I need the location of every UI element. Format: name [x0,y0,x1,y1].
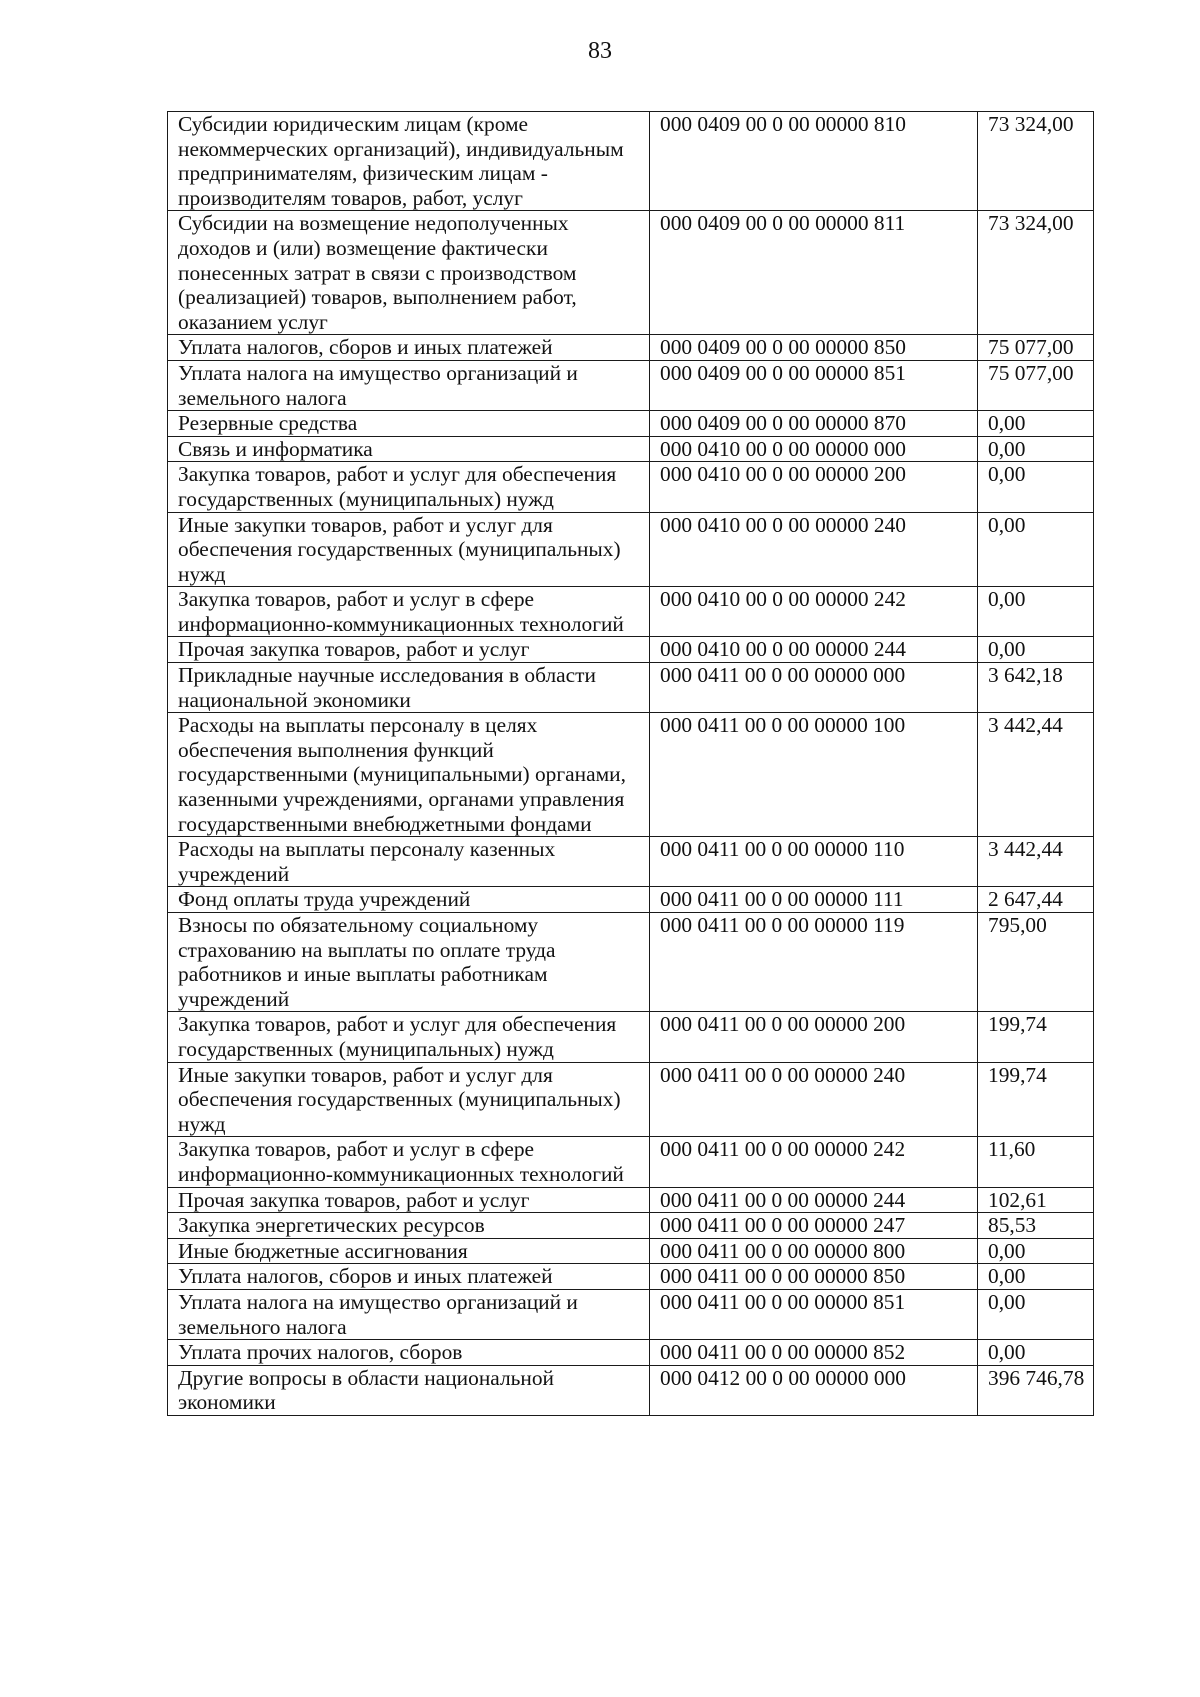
expense-name-cell: Иные закупки товаров, работ и услуг для обеспечения государственных (муниципальных) нужд [168,1062,650,1137]
table-row [168,1213,1094,1239]
amount-cell: 75 077,00 [978,335,1094,361]
table-row [168,112,1094,211]
table-row [168,713,1094,837]
amount-cell: 3 642,18 [978,663,1094,713]
budget-code-cell: 000 0411 00 0 00 00000 110 [650,837,978,887]
amount-cell: 3 442,44 [978,713,1094,837]
expense-name-cell: Закупка товаров, работ и услуг в сфере информационно-коммуникационных технологий [168,1137,650,1187]
budget-code-cell: 000 0411 00 0 00 00000 242 [650,1137,978,1187]
table-row [168,335,1094,361]
expense-name-cell: Уплата налога на имущество организаций и земельного налога [168,1289,650,1339]
amount-cell: 0,00 [978,512,1094,587]
expense-name-cell: Уплата налога на имущество организаций и земельного налога [168,360,650,410]
expense-name-cell: Субсидии на возмещение недополученных доходов и (или) возмещение фактически понесенных затрат в связи с производством (реализацией) товаров, выполнением работ, оказанием услуг [168,211,650,335]
budget-table-body [168,112,1094,1416]
amount-cell: 73 324,00 [978,112,1094,211]
budget-code-cell: 000 0411 00 0 00 00000 000 [650,663,978,713]
amount-cell: 85,53 [978,1213,1094,1239]
table-row [168,436,1094,462]
budget-table [167,111,1094,1416]
expense-name-cell: Закупка товаров, работ и услуг в сфере информационно-коммуникационных технологий [168,587,650,637]
budget-code-cell: 000 0410 00 0 00 00000 244 [650,637,978,663]
budget-code-cell: 000 0411 00 0 00 00000 111 [650,887,978,913]
table-row [168,1365,1094,1415]
budget-code-cell: 000 0411 00 0 00 00000 247 [650,1213,978,1239]
table-row [168,913,1094,1012]
table-row [168,837,1094,887]
table-row [168,512,1094,587]
expense-name-cell: Взносы по обязательному социальному страхованию на выплаты по оплате труда работников и иные выплаты работникам учреждений [168,913,650,1012]
amount-cell: 199,74 [978,1062,1094,1137]
table-row [168,360,1094,410]
table-row [168,211,1094,335]
amount-cell: 0,00 [978,1289,1094,1339]
amount-cell: 0,00 [978,411,1094,437]
amount-cell: 0,00 [978,637,1094,663]
budget-code-cell: 000 0410 00 0 00 00000 242 [650,587,978,637]
amount-cell: 0,00 [978,1340,1094,1366]
amount-cell: 795,00 [978,913,1094,1012]
expense-name-cell: Прочая закупка товаров, работ и услуг [168,1187,650,1213]
expense-name-cell: Субсидии юридическим лицам (кроме некоммерческих организаций), индивидуальным предпринимателям, физическим лицам - производителям товаров, работ, услуг [168,112,650,211]
budget-code-cell: 000 0411 00 0 00 00000 240 [650,1062,978,1137]
amount-cell: 396 746,78 [978,1365,1094,1415]
budget-code-cell: 000 0411 00 0 00 00000 851 [650,1289,978,1339]
expense-name-cell: Закупка товаров, работ и услуг для обеспечения государственных (муниципальных) нужд [168,462,650,512]
expense-name-cell: Прикладные научные исследования в области национальной экономики [168,663,650,713]
budget-code-cell: 000 0411 00 0 00 00000 800 [650,1238,978,1264]
table-row [168,1137,1094,1187]
table-row [168,1340,1094,1366]
budget-code-cell: 000 0410 00 0 00 00000 200 [650,462,978,512]
table-row [168,1062,1094,1137]
expense-name-cell: Уплата прочих налогов, сборов [168,1340,650,1366]
expense-name-cell: Фонд оплаты труда учреждений [168,887,650,913]
amount-cell: 73 324,00 [978,211,1094,335]
amount-cell: 199,74 [978,1012,1094,1062]
expense-name-cell: Расходы на выплаты персоналу казенных учреждений [168,837,650,887]
table-row [168,411,1094,437]
budget-code-cell: 000 0410 00 0 00 00000 000 [650,436,978,462]
budget-code-cell: 000 0409 00 0 00 00000 850 [650,335,978,361]
budget-code-cell: 000 0409 00 0 00 00000 811 [650,211,978,335]
amount-cell: 0,00 [978,1264,1094,1290]
expense-name-cell: Прочая закупка товаров, работ и услуг [168,637,650,663]
amount-cell: 0,00 [978,436,1094,462]
table-row [168,663,1094,713]
table-row [168,1238,1094,1264]
amount-cell: 0,00 [978,587,1094,637]
expense-name-cell: Иные закупки товаров, работ и услуг для обеспечения государственных (муниципальных) нужд [168,512,650,587]
budget-code-cell: 000 0409 00 0 00 00000 870 [650,411,978,437]
expense-name-cell: Закупка энергетических ресурсов [168,1213,650,1239]
amount-cell: 11,60 [978,1137,1094,1187]
budget-code-cell: 000 0410 00 0 00 00000 240 [650,512,978,587]
table-row [168,462,1094,512]
amount-cell: 102,61 [978,1187,1094,1213]
table-row [168,1264,1094,1290]
table-row [168,587,1094,637]
expense-name-cell: Резервные средства [168,411,650,437]
table-row [168,1012,1094,1062]
expense-name-cell: Другие вопросы в области национальной экономики [168,1365,650,1415]
expense-name-cell: Уплата налогов, сборов и иных платежей [168,1264,650,1290]
table-row [168,1187,1094,1213]
page-number: 83 [588,38,612,64]
budget-code-cell: 000 0411 00 0 00 00000 244 [650,1187,978,1213]
table-row [168,887,1094,913]
budget-code-cell: 000 0411 00 0 00 00000 100 [650,713,978,837]
amount-cell: 0,00 [978,462,1094,512]
table-row [168,1289,1094,1339]
amount-cell: 0,00 [978,1238,1094,1264]
expense-name-cell: Иные бюджетные ассигнования [168,1238,650,1264]
expense-name-cell: Расходы на выплаты персоналу в целях обеспечения выполнения функций государственными (муниципальными) органами, казенными учреждениями, органами управления государственными внебюджетными фондами [168,713,650,837]
expense-name-cell: Закупка товаров, работ и услуг для обеспечения государственных (муниципальных) нужд [168,1012,650,1062]
budget-code-cell: 000 0411 00 0 00 00000 850 [650,1264,978,1290]
amount-cell: 3 442,44 [978,837,1094,887]
amount-cell: 2 647,44 [978,887,1094,913]
budget-code-cell: 000 0409 00 0 00 00000 810 [650,112,978,211]
budget-code-cell: 000 0412 00 0 00 00000 000 [650,1365,978,1415]
amount-cell: 75 077,00 [978,360,1094,410]
table-row [168,637,1094,663]
budget-code-cell: 000 0411 00 0 00 00000 200 [650,1012,978,1062]
budget-code-cell: 000 0409 00 0 00 00000 851 [650,360,978,410]
budget-code-cell: 000 0411 00 0 00 00000 852 [650,1340,978,1366]
expense-name-cell: Уплата налогов, сборов и иных платежей [168,335,650,361]
expense-name-cell: Связь и информатика [168,436,650,462]
budget-code-cell: 000 0411 00 0 00 00000 119 [650,913,978,1012]
